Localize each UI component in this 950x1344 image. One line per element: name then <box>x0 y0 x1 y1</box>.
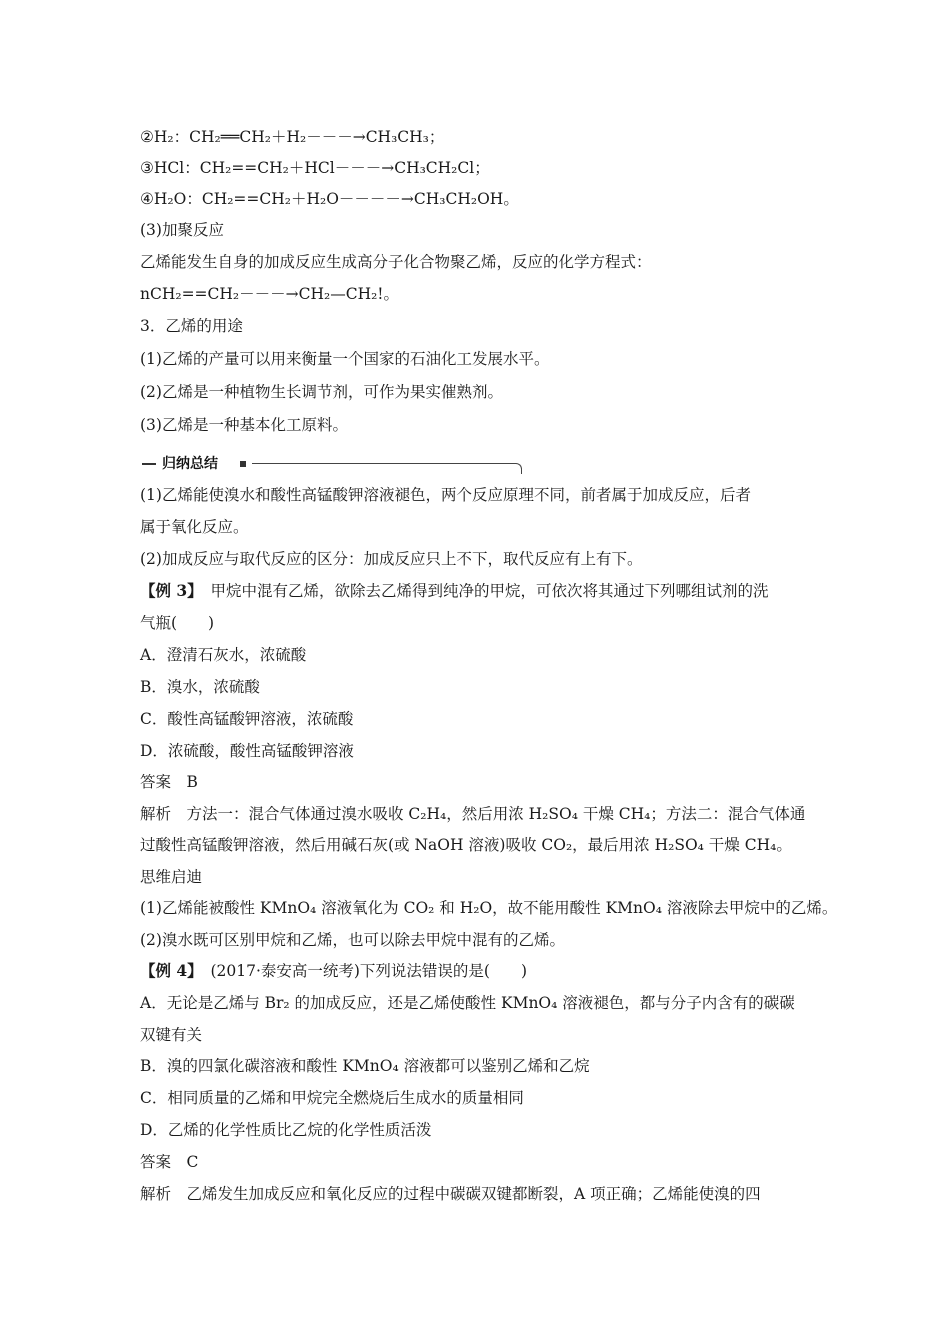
use-item-1: (1)乙烯的产量可以用来衡量一个国家的石油化工发展水平。 <box>140 350 550 368</box>
banner-square-icon <box>240 461 246 467</box>
summary-banner <box>140 455 522 475</box>
example-4-option-a: A．无论是乙烯与 Br₂ 的加成反应，还是乙烯使酸性 KMnO₄ 溶液褪色，都与分子内含有的碳碳 <box>140 994 795 1012</box>
banner-corner <box>515 463 522 474</box>
summary-point-2: (2)加成反应与取代反应的区分：加成反应只上不下，取代反应有上有下。 <box>140 550 643 568</box>
example-3-option-b: B．溴水，浓硫酸 <box>140 678 260 696</box>
use-item-2: (2)乙烯是一种植物生长调节剂，可作为果实催熟剂。 <box>140 383 503 401</box>
summary-title: 归纳总结 <box>162 456 218 472</box>
example-4-option-a-cont: 双键有关 <box>140 1026 203 1044</box>
example-3-option-d: D．浓硫酸，酸性高锰酸钾溶液 <box>140 742 354 760</box>
polymerization-equation: nCH₂==CH₂－－－→CH₂—CH₂!。 <box>140 285 400 303</box>
example-3-stem: 甲烷中混有乙烯，欲除去乙烯得到纯净的甲烷，可依次将其通过下列哪组试剂的洗 <box>210 582 769 600</box>
use-item-3: (3)乙烯是一种基本化工原料。 <box>140 416 348 434</box>
example-3-analysis: 解析 方法一：混合气体通过溴水吸收 C₂H₄，然后用浓 H₂SO₄ 干燥 CH₄；方法二：混合气体通 <box>140 805 806 823</box>
summary-point-1-cont: 属于氧化反应。 <box>140 518 249 536</box>
example-3-tag: 【例 3】 <box>140 581 195 600</box>
thinking-heading: 思维启迪 <box>140 868 203 886</box>
thinking-point-1: (1)乙烯能被酸性 KMnO₄ 溶液氧化为 CO₂ 和 H₂O，故不能用酸性 KMnO₄ 溶液除去甲烷中的乙烯。 <box>140 899 838 917</box>
equation-h2o: ④H₂O：CH₂==CH₂＋H₂O－－－－→CH₃CH₂OH。 <box>140 190 519 208</box>
banner-dash <box>142 463 156 465</box>
example-4-stem: (2017·泰安高一统考)下列说法错误的是( ) <box>210 962 528 980</box>
section-uses-heading: 3．乙烯的用途 <box>140 317 243 335</box>
thinking-point-2: (2)溴水既可区别甲烷和乙烯，也可以除去甲烷中混有的乙烯。 <box>140 931 565 949</box>
polymerization-description: 乙烯能发生自身的加成反应生成高分子化合物聚乙烯，反应的化学方程式： <box>140 253 652 271</box>
example-4-option-c: C．相同质量的乙烯和甲烷完全燃烧后生成水的质量相同 <box>140 1089 524 1107</box>
example-3-analysis-cont: 过酸性高锰酸钾溶液，然后用碱石灰(或 NaOH 溶液)吸收 CO₂，最后用浓 H₂SO₄ 干燥 CH₄。 <box>140 836 792 854</box>
example-3-option-a: A．澄清石灰水，浓硫酸 <box>140 646 307 664</box>
example-4-question <box>140 960 820 982</box>
example-4-option-d: D．乙烯的化学性质比乙烷的化学性质活泼 <box>140 1121 432 1139</box>
example-3-option-c: C．酸性高锰酸钾溶液，浓硫酸 <box>140 710 354 728</box>
summary-point-1: (1)乙烯能使溴水和酸性高锰酸钾溶液褪色，两个反应原理不同，前者属于加成反应，后者 <box>140 486 751 504</box>
section-addition-polymerization: (3)加聚反应 <box>140 221 224 239</box>
equation-hcl: ③HCl：CH₂==CH₂＋HCl－－－→CH₃CH₂Cl； <box>140 159 490 177</box>
example-3-answer: 答案 B <box>140 773 198 791</box>
example-3-question <box>140 580 820 602</box>
example-4-answer: 答案 C <box>140 1153 199 1171</box>
banner-rule <box>252 463 516 464</box>
equation-h2: ②H₂：CH₂══CH₂＋H₂－－－→CH₃CH₃； <box>140 128 445 146</box>
example-3-stem-cont: 气瓶( ) <box>140 614 215 632</box>
example-4-tag: 【例 4】 <box>140 961 195 980</box>
example-4-option-b: B．溴的四氯化碳溶液和酸性 KMnO₄ 溶液都可以鉴别乙烯和乙烷 <box>140 1057 590 1075</box>
example-4-analysis: 解析 乙烯发生加成反应和氧化反应的过程中碳碳双键都断裂，A 项正确；乙烯能使溴的四 <box>140 1185 761 1203</box>
